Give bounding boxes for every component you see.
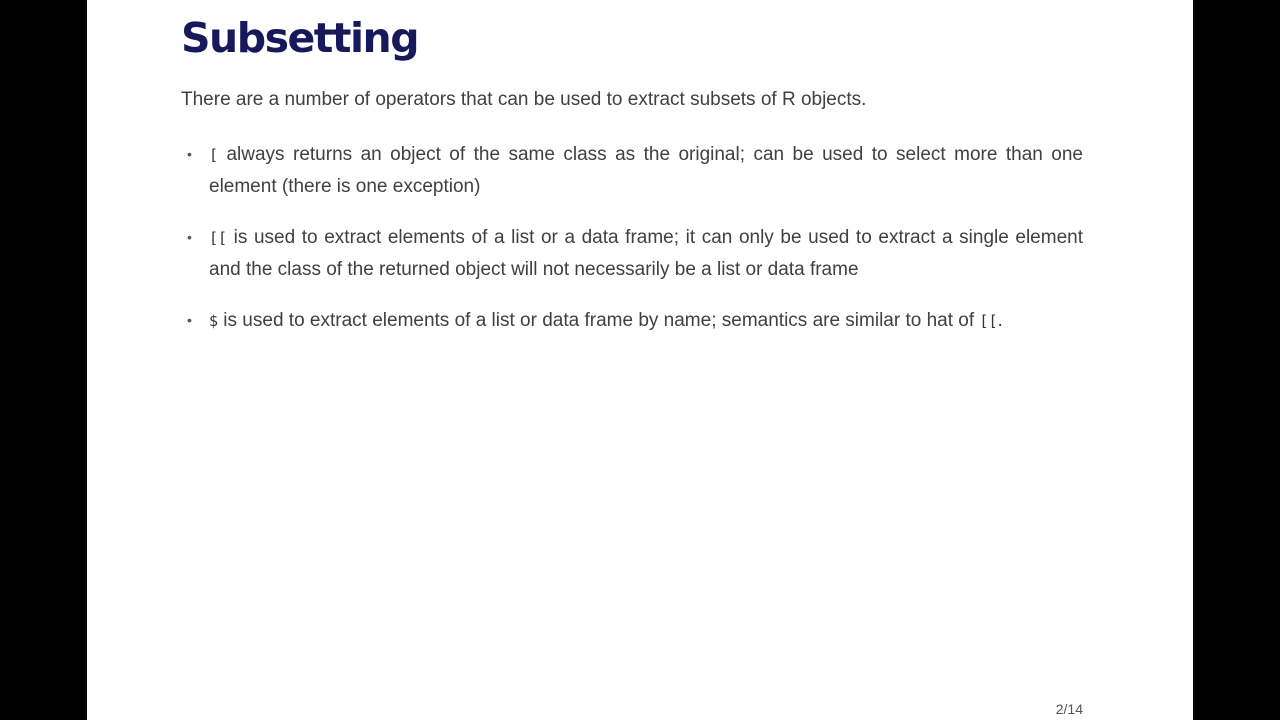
- slide: [87, 0, 1193, 720]
- code-operator: $: [209, 312, 219, 330]
- page-number: 2/14: [1055, 701, 1083, 717]
- list-item: [181, 305, 1083, 337]
- bullet-text: is used to extract elements of a list or a data frame; it can only be used to extract a single element and the class of the returned object will not necessarily be a list or data frame: [209, 227, 1083, 280]
- code-operator: [[: [979, 312, 998, 330]
- bullet-tail: .: [997, 310, 1003, 331]
- bullet-icon: •: [187, 312, 192, 328]
- intro-text: There are a number of operators that can be used to extract subsets of R objects.: [181, 89, 867, 110]
- code-operator: [: [209, 146, 219, 164]
- bullet-text: is used to extract elements of a list or data frame by name; semantics are similar to hat of: [218, 310, 980, 331]
- code-operator: [[: [209, 229, 228, 247]
- list-item: [181, 139, 1083, 202]
- bullet-list: [181, 139, 1083, 357]
- slide-title: Subsetting: [181, 14, 419, 62]
- bullet-text: always returns an object of the same class as the original; can be used to select more than one element (there is one exception): [209, 144, 1083, 197]
- bullet-icon: •: [187, 146, 192, 162]
- list-item: [181, 222, 1083, 285]
- bullet-icon: •: [187, 229, 192, 245]
